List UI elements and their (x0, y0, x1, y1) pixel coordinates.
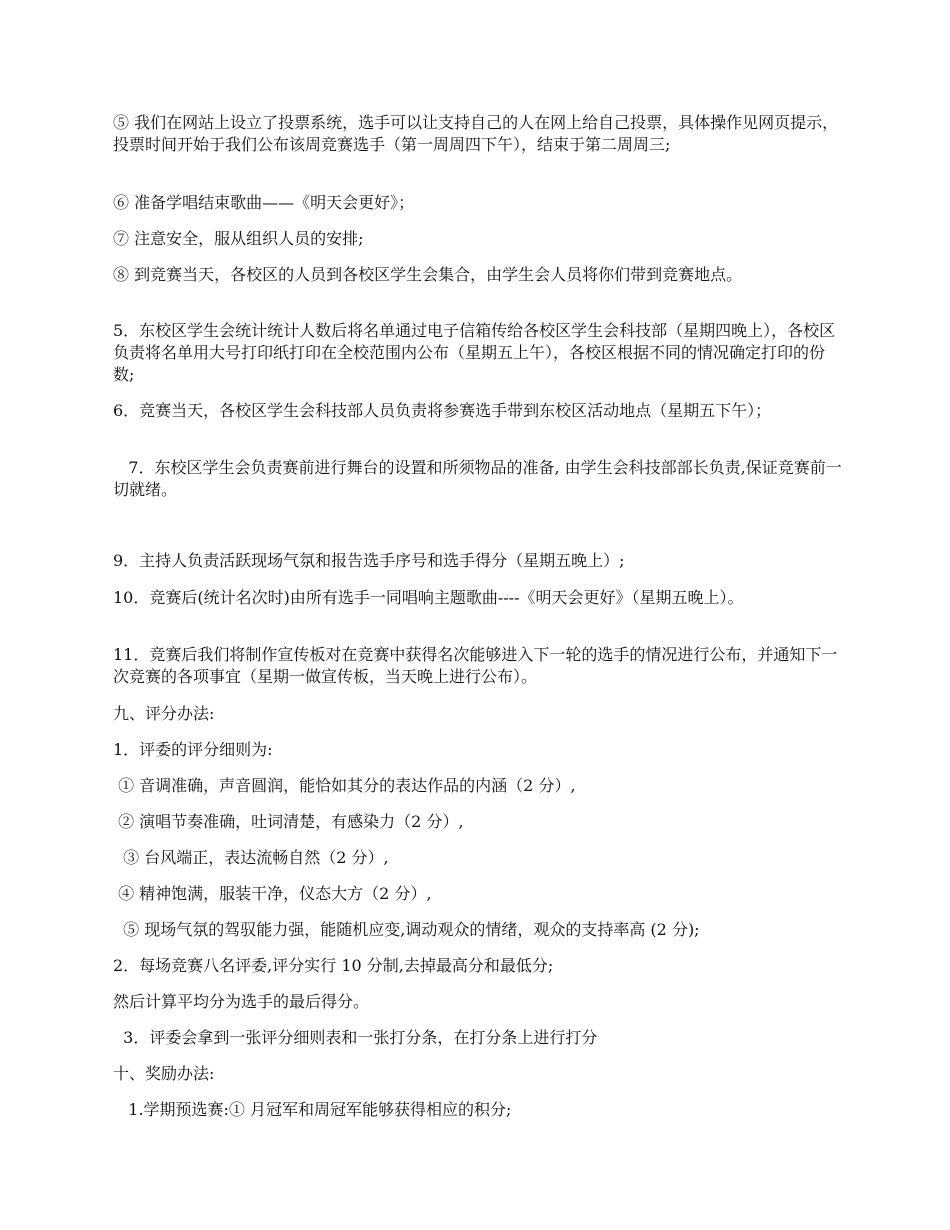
paragraph-assembly: ⑧ 到竞赛当天，各校区的人员到各校区学生会集合，由学生会人员将你们带到竞赛地点。 (113, 265, 743, 284)
paragraph-item-5: 5．东校区学生会统计统计人数后将名单通过电子信箱传给各校区学生会科技部（星期四晚上），各校区负责将名单用大号打印纸打印在全校范围内公布（星期五上午），各校区根据不同的情况确定打印的份数; (113, 321, 836, 384)
list-item-criterion-2: ② 演唱节奏准确，吐词清楚，有感染力（2 分）, (113, 812, 464, 831)
paragraph-item-11: 11．竞赛后我们将制作宣传板对在竞赛中获得名次能够进入下一轮的选手的情况进行公布，并通知下一次竞赛的各项事宜（星期一做宣传板，当天晚上进行公布）。 (113, 645, 838, 686)
paragraph-voting-system: ⑤ 我们在网站上设立了投票系统，选手可以让支持自己的人在网上给自己投票，具体操作见网页提示，投票时间开始于我们公布该周竞赛选手（第一周周四下午），结束于第二周周三; (113, 113, 839, 154)
paragraph-item-6: 6．竞赛当天，各校区学生会科技部人员负责将参赛选手带到东校区活动地点（星期五下午）； (113, 401, 772, 420)
paragraph-score-sheet: 3．评委会拿到一张评分细则表和一张打分条，在打分条上进行打分 (113, 1028, 598, 1047)
paragraph-scoring-rules: 1．评委的评分细则为: (113, 740, 273, 759)
paragraph-item-9: 9．主持人负责活跃现场气氛和报告选手序号和选手得分（星期五晚上）; (113, 551, 625, 570)
paragraph-preliminary: 1.学期预选赛:① 月冠军和周冠军能够获得相应的积分; (113, 1100, 512, 1119)
list-item-criterion-5: ⑤ 现场气氛的驾驭能力强，能随机应变,调动观众的情绪，观众的支持率高 (2 分); (113, 920, 700, 939)
paragraph-average: 然后计算平均分为选手的最后得分。 (113, 992, 370, 1011)
paragraph-judges: 2．每场竞赛八名评委,评分实行 10 分制,去掉最高分和最低分; (113, 956, 554, 975)
paragraph-item-10: 10．竞赛后(统计名次时)由所有选手一同唱响主题歌曲----《明天会更好》（星期五晚上）。 (113, 588, 744, 607)
paragraph-safety: ⑦ 注意安全，服从组织人员的安排; (113, 229, 364, 248)
section-heading-scoring: 九、评分办法: (113, 704, 215, 723)
list-item-criterion-4: ④ 精神饱满，服装干净，仪态大方（2 分）, (113, 884, 432, 903)
section-heading-awards: 十、奖励办法: (113, 1064, 215, 1083)
list-item-criterion-3: ③ 台风端正，表达流畅自然（2 分）, (113, 848, 389, 867)
paragraph-item-7: 7．东校区学生会负责赛前进行舞台的设置和所须物品的准备, 由学生会科技部部长负责,保证竞赛前一切就绪。 (113, 458, 842, 499)
list-item-criterion-1: ① 音调准确，声音圆润，能恰如其分的表达作品的内涵（2 分）, (113, 776, 576, 795)
paragraph-closing-song: ⑥ 准备学唱结束歌曲——《明天会更好》； (113, 193, 415, 212)
